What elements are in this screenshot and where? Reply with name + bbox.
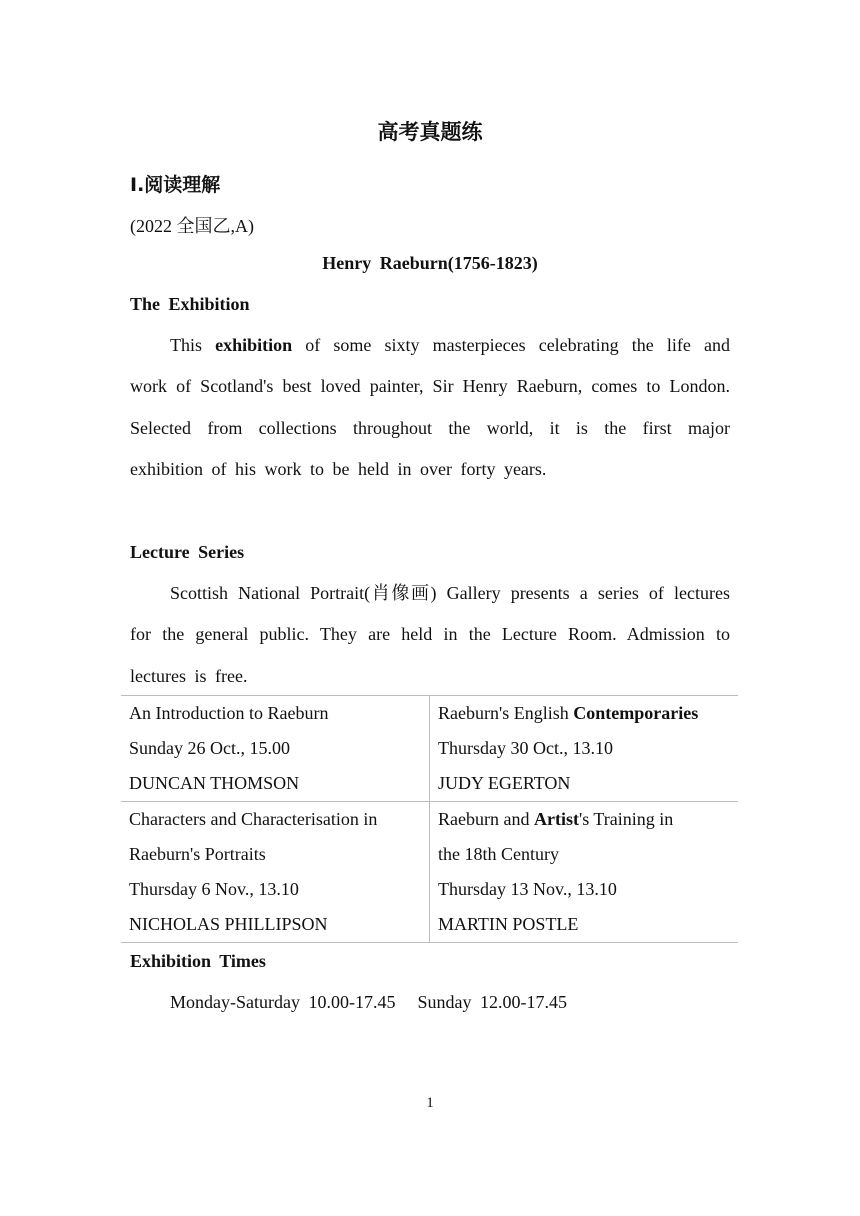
table-row: [121, 802, 738, 943]
exhibition-text-start: This: [170, 335, 216, 355]
lecture-date: Thursday 30 Oct., 13.10: [438, 738, 613, 758]
exhibition-times: [170, 992, 567, 1013]
lecture-title-line-1: Characters and Characterisation in: [129, 809, 378, 829]
lecture-title-text: Raeburn and: [438, 809, 534, 829]
page-number: 1: [426, 1095, 434, 1111]
exhibition-text-rest: of some sixty masterpieces celebrating the life and work of Scotland's best loved painter, Sir Henry Raeburn, comes to London. Selected from collections throughout the world, it is the first major exhibition of his work to be held in over forty years.: [130, 335, 730, 479]
lecture-speaker: JUDY EGERTON: [438, 773, 571, 793]
lecture-title: [438, 696, 738, 731]
lecture-series-heading: Lecture Series: [130, 542, 245, 562]
lecture-speaker: NICHOLAS PHILLIPSON: [129, 914, 328, 934]
question-source: (2022 全国乙,A): [130, 216, 254, 236]
lecture-title-text: Raeburn's English: [438, 703, 574, 723]
weekday-hours: Monday-Saturday 10.00-17.45: [170, 992, 396, 1012]
lecture-speaker: DUNCAN THOMSON: [129, 773, 300, 793]
lecture-date: Thursday 13 Nov., 13.10: [438, 879, 617, 899]
exhibition-paragraph: [130, 325, 730, 490]
section-heading: Ⅰ.阅读理解: [130, 174, 221, 196]
lecture-date: Sunday 26 Oct., 15.00: [129, 738, 290, 758]
lecture-title-line-1: [438, 802, 738, 837]
lecture-title-line-2: the 18th Century: [438, 844, 559, 864]
lecture-cell: [430, 696, 739, 802]
lecture-table: [121, 695, 738, 943]
lecture-title: An Introduction to Raeburn: [129, 703, 329, 723]
lecture-title-text-rest: 's Training in: [578, 809, 674, 829]
lecture-cell: [121, 802, 430, 943]
lecture-title-keyword: Artist: [533, 809, 579, 829]
lecture-title-keyword: Contemporaries: [573, 703, 699, 723]
page-title: 高考真题练: [377, 120, 483, 144]
lecture-speaker: MARTIN POSTLE: [438, 914, 579, 934]
lecture-title-line-2: Raeburn's Portraits: [129, 844, 266, 864]
exhibition-heading: The Exhibition: [130, 294, 250, 314]
lecture-cell: [121, 696, 430, 802]
lecture-series-paragraph: Scottish National Portrait(肖像画) Gallery presents a series of lectures for the general public. They are held in the Lecture Room. Admission to lectures is free.: [130, 583, 730, 686]
lecture-date: Thursday 6 Nov., 13.10: [129, 879, 299, 899]
exhibition-times-heading: Exhibition Times: [130, 951, 266, 971]
sunday-hours: Sunday 12.00-17.45: [417, 992, 567, 1012]
table-row: [121, 696, 738, 802]
exhibition-keyword: exhibition: [215, 335, 293, 355]
lecture-cell: [430, 802, 739, 943]
passage-title: Henry Raeburn(1756-1823): [322, 253, 538, 273]
